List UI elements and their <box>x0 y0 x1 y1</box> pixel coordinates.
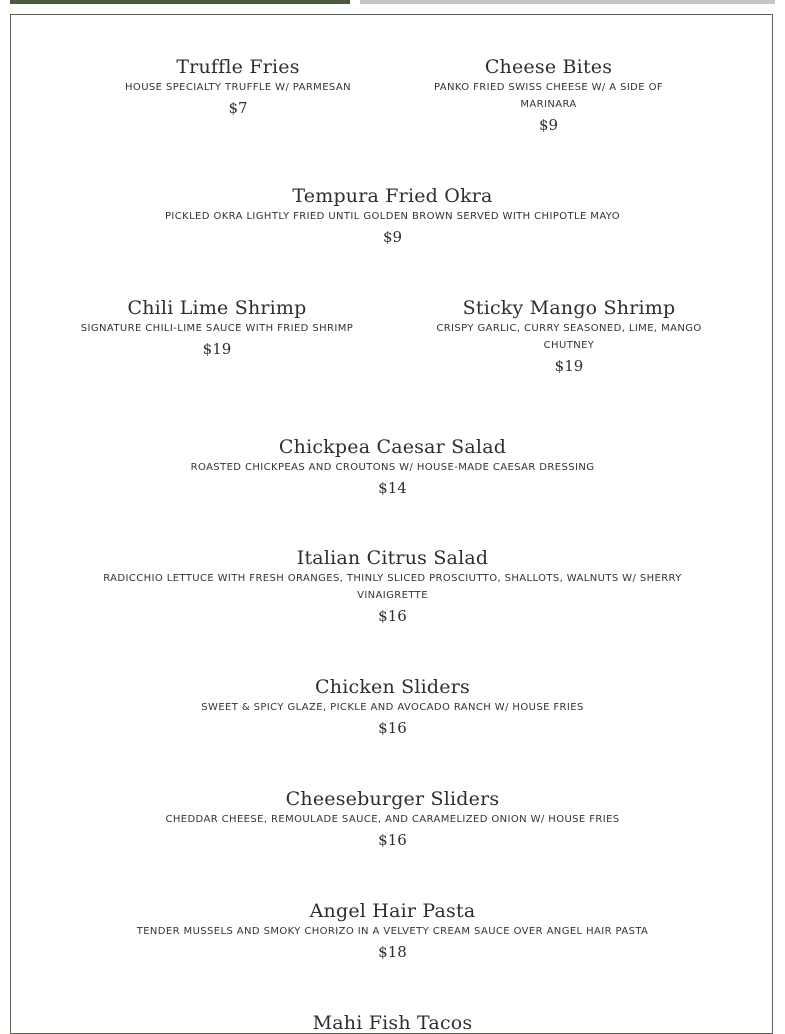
menu-item-price: $9 <box>382 228 403 246</box>
menu-item-price: $14 <box>378 479 407 497</box>
menu-item <box>71 899 714 963</box>
menu-item-price: $16 <box>378 831 407 849</box>
menu-item-description: PICKLED OKRA LIGHTLY FRIED UNTIL GOLDEN BROWN SERVED WITH CHIPOTLE MAYO <box>164 211 621 222</box>
menu-item-name: Mahi Fish Tacos <box>312 1012 473 1034</box>
menu-item-description: SIGNATURE CHILI-LIME SAUCE WITH FRIED SHRIMP <box>80 323 354 334</box>
menu-item-name: Cheeseburger Sliders <box>285 788 500 810</box>
menu-item-name: Chicken Sliders <box>315 676 470 698</box>
menu-panel <box>10 14 773 1034</box>
menu-item-name: Angel Hair Pasta <box>309 900 476 922</box>
menu-item-description: CHEDDAR CHEESE, REMOULADE SAUCE, AND CARAMELIZED ONION W/ HOUSE FRIES <box>165 814 620 825</box>
menu-item-name: Sticky Mango Shrimp <box>462 297 676 319</box>
menu-item-price: $18 <box>378 943 407 961</box>
menu-item <box>71 675 714 739</box>
menu-item <box>71 1011 714 1034</box>
menu-item-description: PANKO FRIED SWISS CHEESE W/ A SIDE OF MARINARA <box>433 82 664 110</box>
menu-item-price: $19 <box>554 357 584 375</box>
menu-item <box>421 296 717 377</box>
menu-item-description: ROASTED CHICKPEAS AND CROUTONS W/ HOUSE-MADE CAESAR DRESSING <box>190 462 595 473</box>
menu-item-price: $9 <box>538 116 559 134</box>
menu-item <box>57 296 377 360</box>
menu-item <box>421 55 676 136</box>
menu-item-price: $7 <box>228 99 248 117</box>
menu-item-description: RADICCHIO LETTUCE WITH FRESH ORANGES, THINLY SLICED PROSCIUTTO, SHALLOTS, WALNUTS W/ SHERRY VINAIGRETTE <box>103 573 682 601</box>
menu-item-price: $16 <box>378 719 407 737</box>
menu-item-name: Chili Lime Shrimp <box>127 297 307 319</box>
menu-item-name: Italian Citrus Salad <box>296 547 489 569</box>
menu-item-description: CRISPY GARLIC, CURRY SEASONED, LIME, MANGO CHUTNEY <box>436 323 702 351</box>
menu-item-name: Tempura Fried Okra <box>292 185 493 207</box>
menu-item <box>78 55 398 119</box>
menu-item <box>71 787 714 851</box>
menu-item <box>71 184 714 248</box>
menu-item-description: TENDER MUSSELS AND SMOKY CHORIZO IN A VELVETY CREAM SAUCE OVER ANGEL HAIR PASTA <box>136 926 649 937</box>
menu-item-description: HOUSE SPECIALTY TRUFFLE W/ PARMESAN <box>125 82 351 93</box>
menu-item-price: $19 <box>202 340 232 358</box>
menu-item-name: Cheese Bites <box>484 56 613 78</box>
menu-item-description: SWEET & SPICY GLAZE, PICKLE AND AVOCADO RANCH W/ HOUSE FRIES <box>201 702 584 713</box>
menu-item-name: Chickpea Caesar Salad <box>278 436 507 458</box>
tab-inactive[interactable] <box>360 0 775 4</box>
menu-item <box>71 546 714 627</box>
tab-bar <box>0 0 785 5</box>
menu-item-price: $16 <box>378 607 407 625</box>
tab-active[interactable] <box>10 0 350 4</box>
menu-item <box>71 435 714 499</box>
menu-item-name: Truffle Fries <box>176 56 300 78</box>
